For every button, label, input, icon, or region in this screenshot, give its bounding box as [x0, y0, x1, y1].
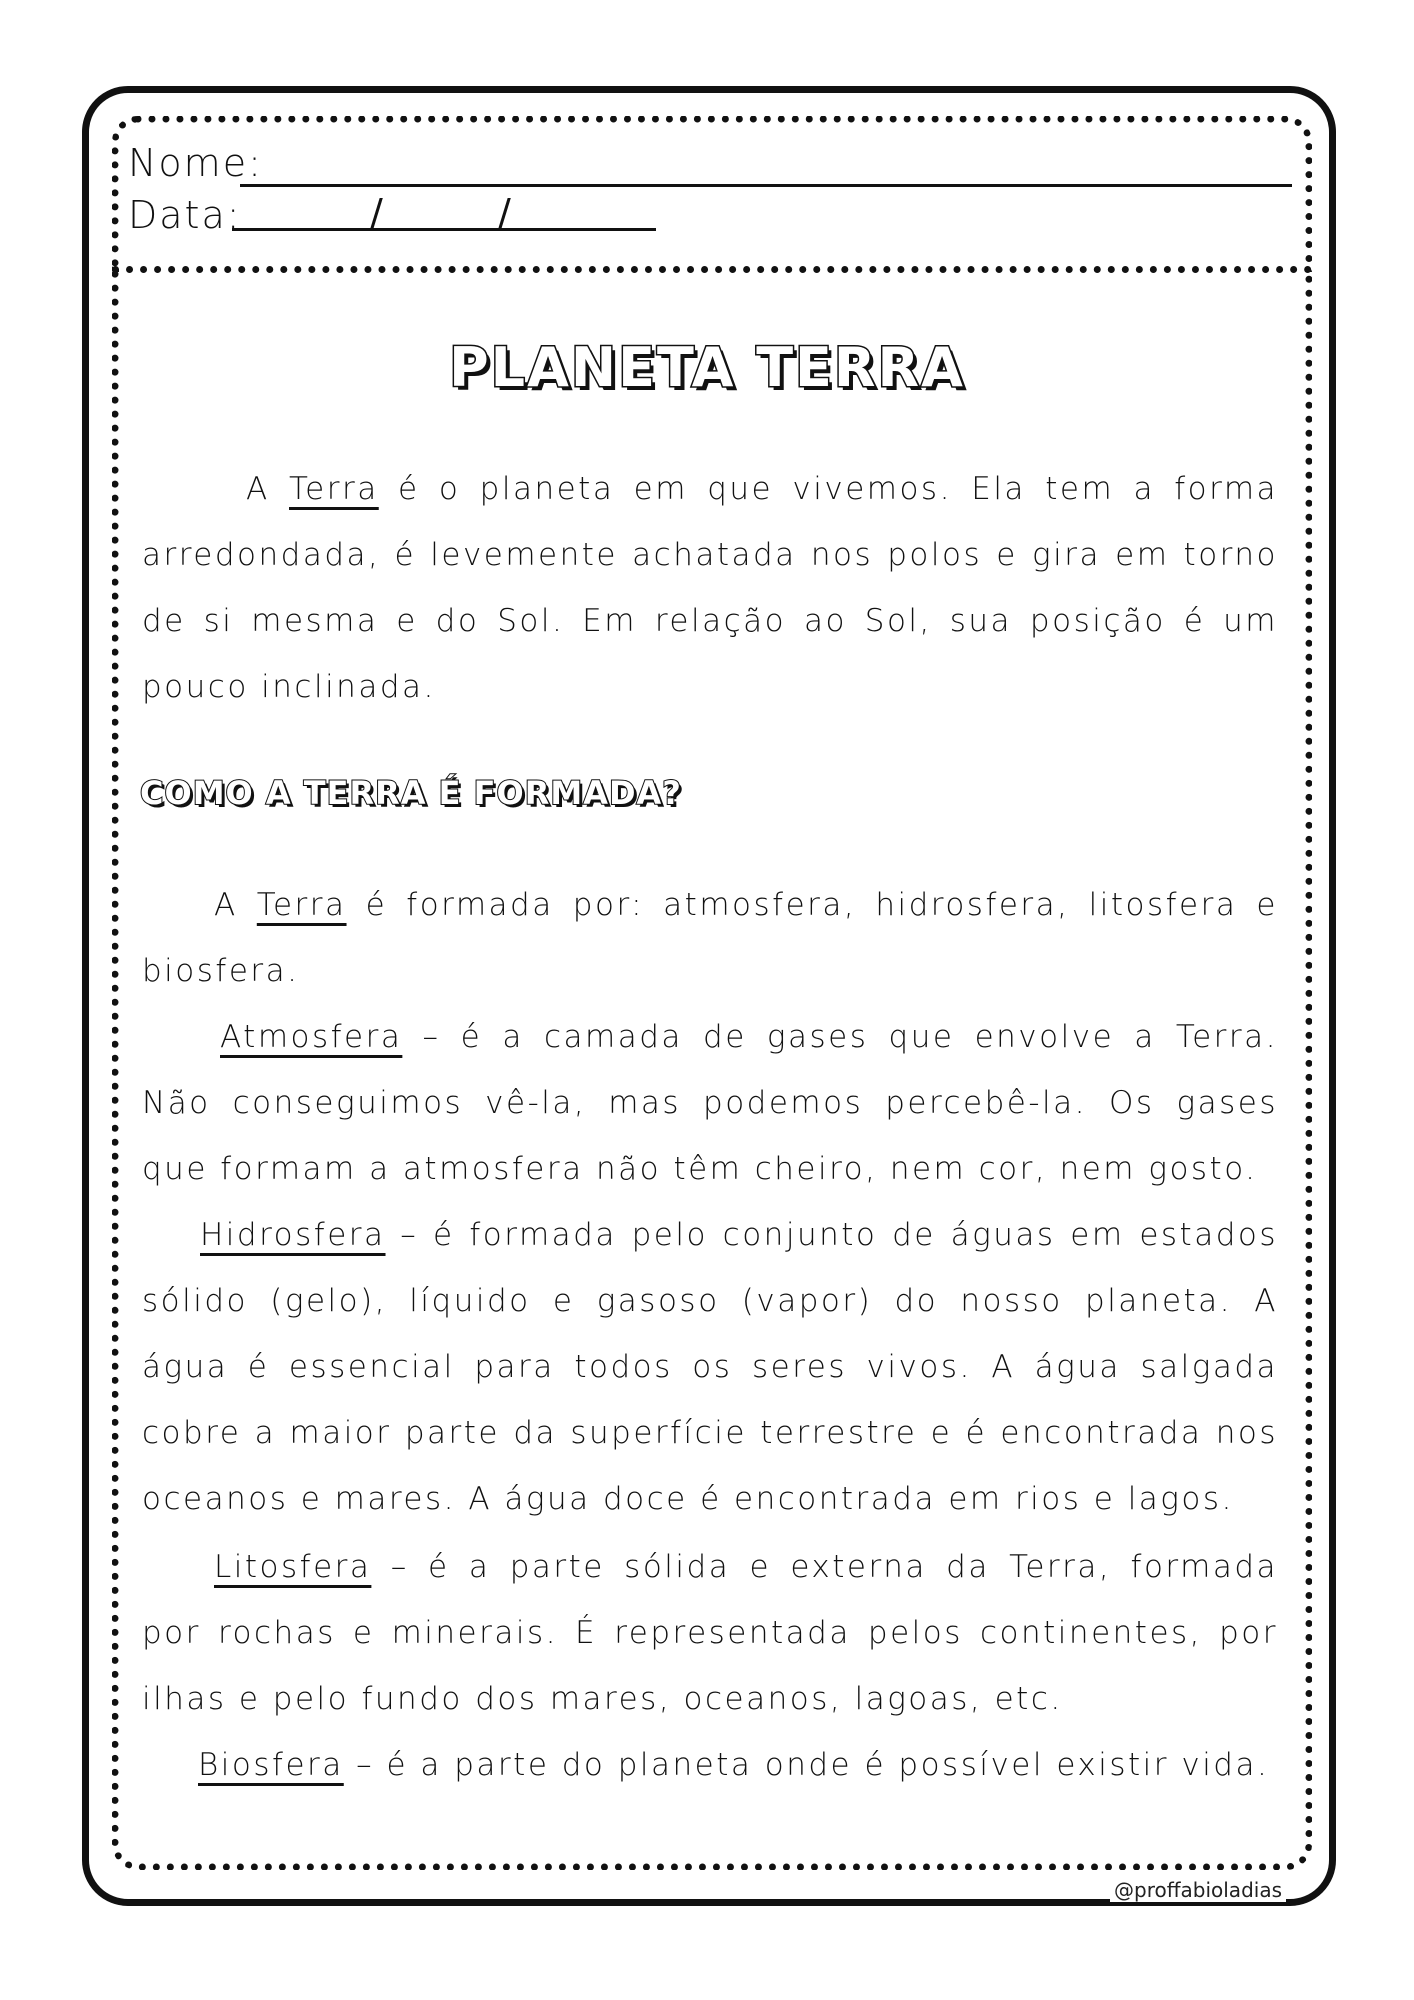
atmosfera-paragraph: Atmosfera – é a camada de gases que envolve a Terra. Não conseguimos vê-la, mas podemos percebê-la. Os gases que formam a atmosfera não têm cheiro, nem cor, nem gosto. — [142, 1019, 1278, 1187]
name-line[interactable] — [240, 184, 1292, 187]
author-credit: @proffabioladias — [1110, 1878, 1286, 1902]
biosfera-paragraph: Biosfera – é a parte do planeta onde é possível existir vida. — [198, 1747, 1270, 1783]
intro-paragraph: A Terra é o planeta em que vivemos. Ela tem a forma arredondada, é levemente achatada nos polos e gira em torno de si mesma e do Sol. Em relação ao Sol, sua posição é um pouco inclinada. — [142, 471, 1279, 705]
header-section — [112, 116, 1312, 272]
section-heading: COMO A TERRA É FORMADA? — [140, 774, 682, 812]
date-separator: / — [370, 191, 383, 235]
term-biosfera: Biosfera — [198, 1747, 344, 1783]
name-label: Nome: — [128, 141, 263, 185]
term-terra: Terra — [289, 471, 379, 507]
litosfera-paragraph: Litosfera – é a parte sólida e externa da Terra, formada por rochas e minerais. É representada pelos continentes, por ilhas e pelo fundo dos mares, oceanos, lagoas, etc. — [142, 1549, 1278, 1717]
date-line[interactable] — [232, 228, 656, 231]
date-separator: / — [498, 191, 511, 235]
term-hidrosfera: Hidrosfera — [200, 1217, 386, 1253]
term-atmosfera: Atmosfera — [220, 1019, 403, 1055]
hidrosfera-paragraph: Hidrosfera – é formada pelo conjunto de águas em estados sólido (gelo), líquido e gasoso (vapor) do nosso planeta. A água é essencial para todos os seres vivos. A água salgada cobre a maior parte da superfície terrestre e é encontrada nos oceanos e mares. A água doce é encontrada em rios e lagos. — [142, 1217, 1278, 1517]
date-label: Data: — [128, 193, 242, 237]
term-terra: Terra — [256, 887, 347, 923]
term-litosfera: Litosfera — [214, 1549, 372, 1585]
page-title: PLANETA TERRA — [449, 336, 965, 399]
formed-paragraph: A Terra é formada por: atmosfera, hidrosfera, litosfera e biosfera. — [142, 887, 1278, 989]
